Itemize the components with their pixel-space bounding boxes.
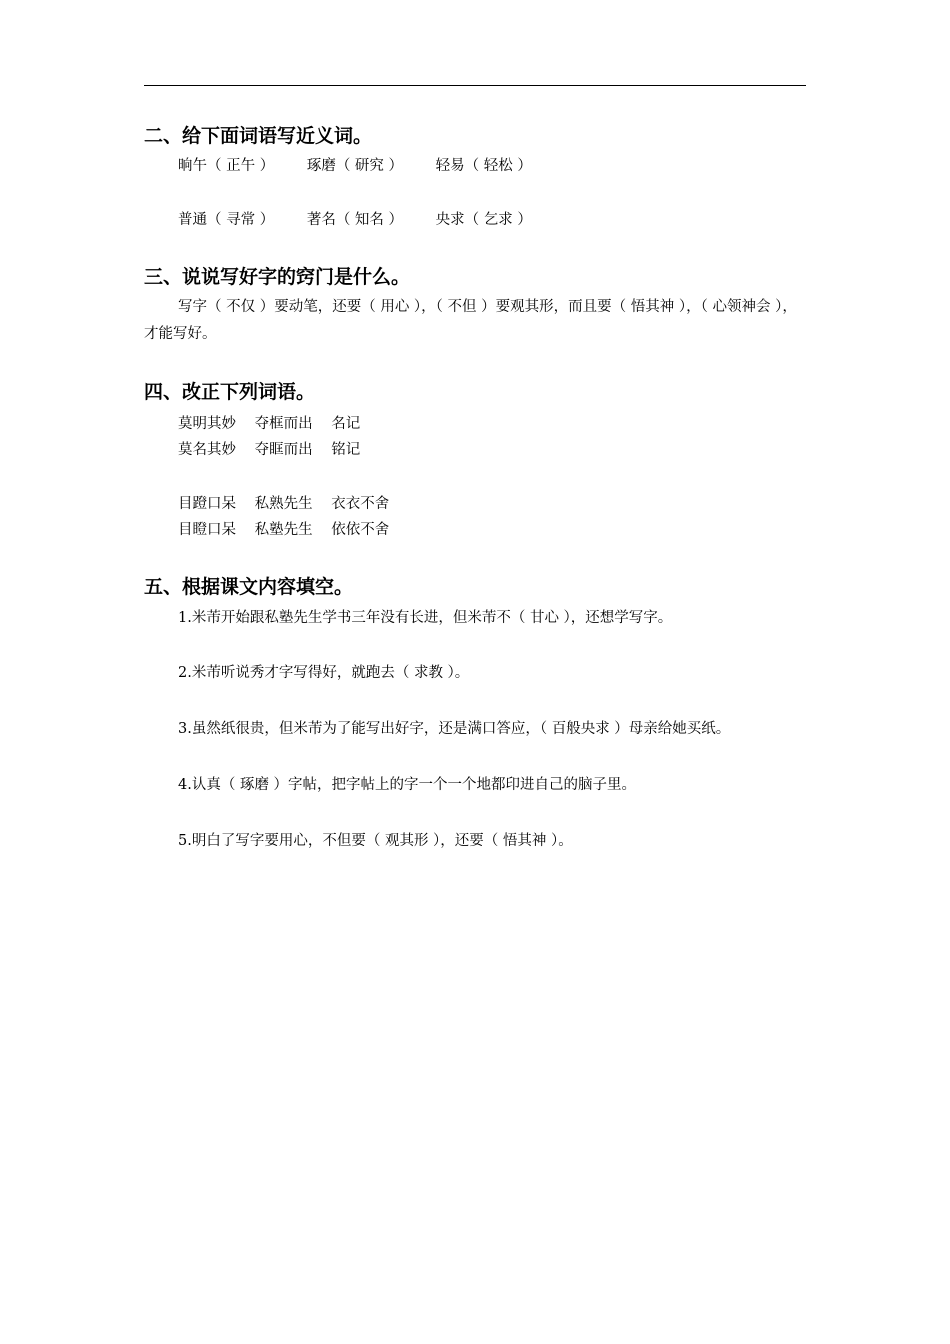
synonym-item: 轻易（ 轻松 ） bbox=[435, 158, 532, 174]
synonym-item: 央求（ 乞求 ） bbox=[435, 212, 532, 228]
corrected-word: 私塾先生 bbox=[254, 522, 313, 538]
wrong-words-row-1 bbox=[178, 414, 360, 434]
corrected-word: 目瞪口呆 bbox=[178, 522, 236, 538]
fill-blank-item-3: 3.虽然纸很贵，但米芾为了能写出好字，还是满口答应，（ 百般央求 ）母亲给她买纸。 bbox=[178, 721, 731, 737]
corrected-words-row-2 bbox=[178, 520, 389, 540]
corrected-word: 铭记 bbox=[331, 442, 361, 458]
section-3-heading: 三、说说写好字的窍门是什么。 bbox=[144, 266, 411, 288]
wrong-word: 名记 bbox=[331, 416, 361, 432]
fill-blank-item-4: 4.认真（ 琢磨 ）字帖，把字帖上的字一个一个地都印进自己的脑子里。 bbox=[178, 777, 637, 793]
section-2-heading: 二、给下面词语写近义词。 bbox=[144, 125, 373, 147]
wrong-word: 衣衣不舍 bbox=[331, 496, 390, 512]
synonym-item: 普通（ 寻常 ） bbox=[178, 212, 275, 228]
top-rule bbox=[144, 85, 806, 86]
corrected-word: 夺眶而出 bbox=[254, 442, 313, 458]
wrong-word: 目蹬口呆 bbox=[178, 496, 236, 512]
corrected-words-row-1 bbox=[178, 440, 360, 460]
synonym-item: 琢磨（ 研究 ） bbox=[306, 158, 404, 174]
section-5-heading: 五、根据课文内容填空。 bbox=[144, 576, 354, 598]
section-3-answer: 写字（ 不仅 ）要动笔，还要（ 用心 ），（ 不但 ）要观其形，而且要（ 悟其神 ），（ 心领神会 ），才能写好。 bbox=[144, 299, 797, 342]
wrong-word: 私熟先生 bbox=[254, 496, 313, 512]
wrong-word: 夺框而出 bbox=[254, 416, 313, 432]
wrong-words-row-2 bbox=[178, 494, 389, 514]
synonym-row-2 bbox=[178, 210, 532, 230]
fill-blank-item-1: 1.米芾开始跟私塾先生学书三年没有长进，但米芾不（ 甘心 ），还想学写字。 bbox=[178, 610, 673, 626]
wrong-word: 莫明其妙 bbox=[178, 416, 236, 432]
corrected-word: 莫名其妙 bbox=[178, 442, 236, 458]
synonym-row-1 bbox=[178, 156, 532, 176]
synonym-item: 晌午（ 正午 ） bbox=[178, 158, 275, 174]
fill-blank-item-2: 2.米芾听说秀才字写得好，就跑去（ 求教 ）。 bbox=[178, 665, 470, 681]
fill-blank-item-5: 5.明白了写字要用心，不但要（ 观其形 ），还要（ 悟其神 ）。 bbox=[178, 833, 573, 849]
corrected-word: 依依不舍 bbox=[331, 522, 390, 538]
synonym-item: 著名（ 知名 ） bbox=[306, 212, 404, 228]
section-4-heading: 四、改正下列词语。 bbox=[144, 381, 316, 403]
